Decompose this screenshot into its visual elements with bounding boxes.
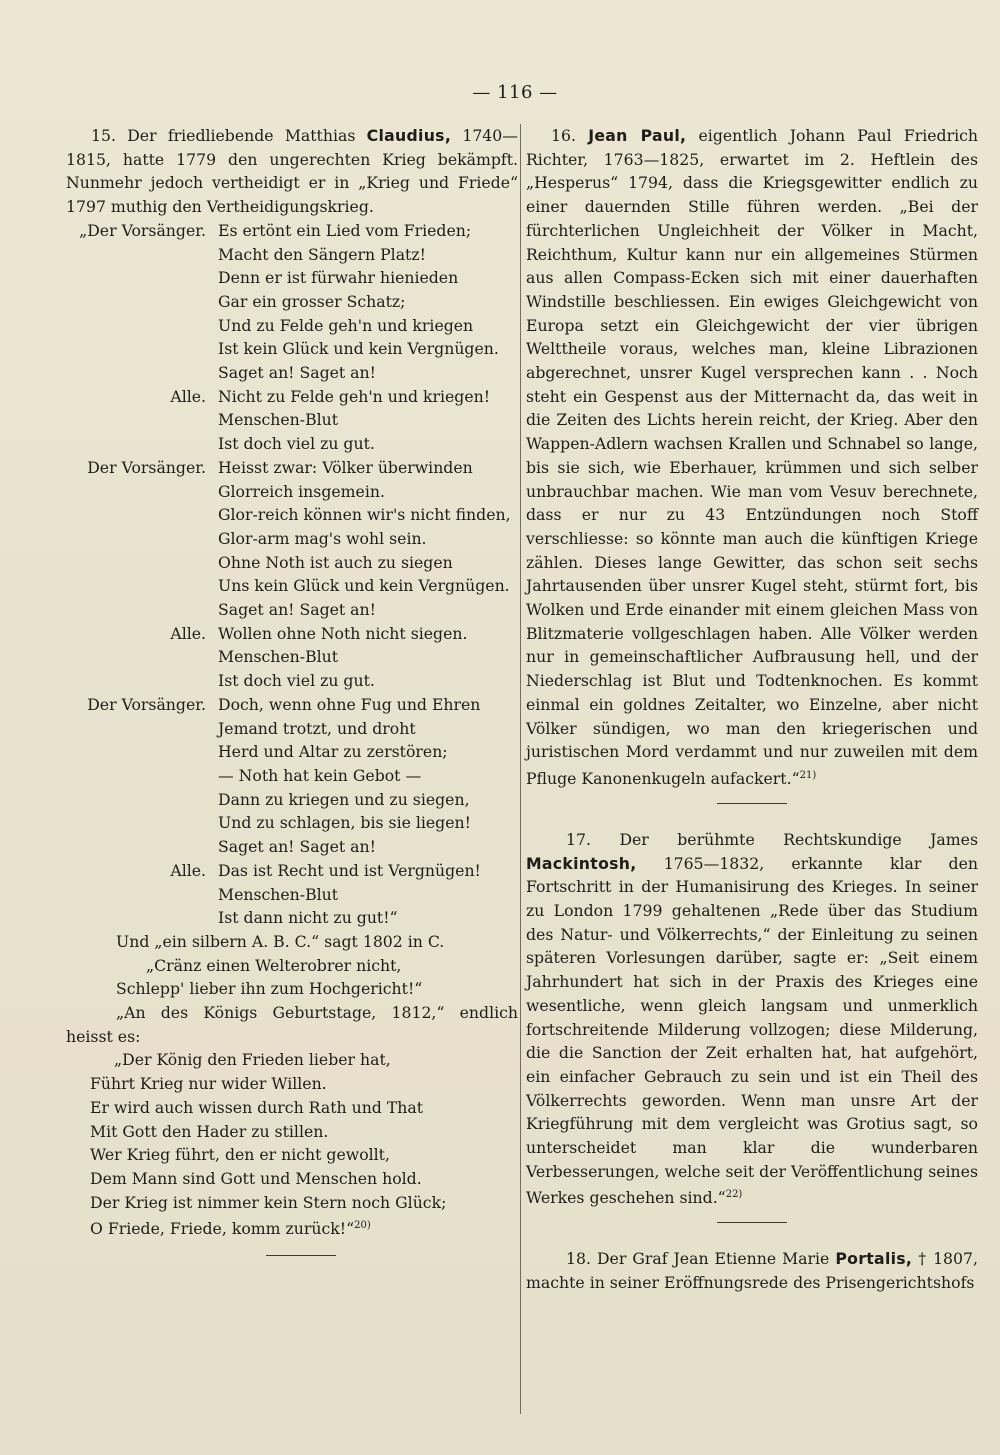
abc-verse (66, 954, 518, 1001)
verse-text: Wer Krieg führt, den er nicht gewollt, (90, 1145, 390, 1165)
page-number: — 116 — (472, 82, 558, 103)
verse-line (90, 1048, 518, 1072)
verse-line: Macht den Sängern Platz! (218, 244, 426, 264)
verse-line: Ist doch viel zu gut. (218, 434, 375, 454)
poem-row (66, 266, 518, 290)
section-rule (717, 1222, 787, 1223)
poem-row (66, 456, 518, 480)
verse-line (90, 1191, 518, 1215)
footnote-ref: 22) (725, 1189, 743, 1201)
claudius-poem (66, 219, 518, 930)
verse-line: Wollen ohne Noth nicht siegen. (218, 623, 468, 643)
verse-line: Und zu schlagen, bis sie liegen! (218, 813, 471, 833)
poem-row (66, 432, 518, 456)
poem-row (66, 788, 518, 812)
birthday-poem (66, 1048, 518, 1241)
verse-line: Und zu Felde geh'n und kriegen (218, 315, 474, 335)
poem-row (66, 693, 518, 717)
poem-row (66, 385, 518, 409)
paragraph-text: 1765—1832, erkannte klar den Fortschritt in der Humanisirung des Krieges. In seiner zu London 1799 gehaltenen „Rede über das Studium des Natur- und Völkerrechts,“ der Einleitung zu seinen späteren Vorlesungen darüber, sagte er: „Seit einem Jahrhundert hat sich in der Praxis des Krieges eine wesentliche, wenn gleich langsam und unmerklich fortschreitende Milderung vollzogen; diese Milderung, die die Sanction der Zeit erhalten hat, hat aufgehört, ein einfacher Gebrauch zu sein und ist ein Theil des Völkerrechts geworden. Wenn man unsre Art der Kriegführung mit dem vergleicht was Grotius sagt, so unterscheidet man klar die wunderbaren Verbesserungen, welche seit der Veröffentlichung seines Werkes geschehen sind.“ (526, 853, 978, 1208)
verse-text: Er wird auch wissen durch Rath und That (90, 1097, 424, 1117)
poem-row (66, 314, 518, 338)
column-divider (520, 124, 521, 1414)
verse-line: Nicht zu Felde geh'n und kriegen! (218, 386, 491, 406)
poem-row (66, 219, 518, 243)
verse-line: Ohne Noth ist auch zu siegen (218, 552, 453, 572)
verse-text: Dem Mann sind Gott und Menschen hold. (90, 1168, 422, 1188)
verse-line: Herd und Altar zu zerstören; (218, 742, 448, 762)
poem-row (66, 906, 518, 930)
verse-text: Der Krieg ist nimmer kein Stern noch Glück; (90, 1192, 447, 1212)
footnote-ref: 20) (354, 1220, 371, 1232)
verse-line: Das ist Recht und ist Vergnügen! (218, 860, 481, 880)
poem-row (66, 527, 518, 551)
poem-row (66, 503, 518, 527)
paragraph-17 (526, 828, 978, 1210)
poem-row (66, 859, 518, 883)
paragraph-text: † 1807, machte in seiner Eröffnungsrede des Prisengerichtshofs (526, 1249, 978, 1293)
geburtstag-line: „An des Königs Geburtstage, 1812,“ endlich heisst es: (66, 1003, 518, 1046)
paragraph-16 (526, 124, 978, 791)
poem-row (66, 740, 518, 764)
verse-text: Mit Gott den Hader zu stillen. (90, 1121, 329, 1141)
verse-line: Glor-reich können wir's nicht finden, (218, 505, 511, 525)
poem-row (66, 883, 518, 907)
poem-row (66, 645, 518, 669)
verse-line: Glorreich insgemein. (218, 481, 385, 501)
verse-line: Menschen-Blut (218, 410, 339, 430)
verse-line: Es ertönt ein Lied vom Frieden; (218, 220, 472, 240)
poem-row (66, 811, 518, 835)
verse-line: Menschen-Blut (218, 647, 339, 667)
paragraph-text: Der Graf Jean Etienne Marie (596, 1249, 830, 1269)
speaker-label: „Der Vorsänger. (79, 220, 206, 240)
verse-line (90, 1214, 518, 1241)
verse-line: Dann zu kriegen und zu siegen, (218, 789, 470, 809)
verse-line (90, 1167, 518, 1191)
paragraph-number: 18. (566, 1249, 591, 1269)
poem-row (66, 598, 518, 622)
verse-text: „Der König den Frieden lieber hat, (114, 1050, 391, 1070)
section-rule (266, 1255, 336, 1256)
speaker-label: Alle. (170, 386, 206, 406)
verse-line: Doch, wenn ohne Fug und Ehren (218, 694, 481, 714)
paragraph-15 (66, 124, 518, 219)
paragraph-18 (526, 1247, 978, 1294)
verse-text: O Friede, Friede, komm zurück!“ (90, 1219, 355, 1239)
paragraph-text: eigentlich Johann Paul Friedrich Richter, 1763—1825, erwartet im 2. Heftlein des „Hesperus“ 1794, dass die Kriegsgewitter endlich zu einer dauernden Stille führen werden. „Bei der fürchterlichen Ungleichheit der Völker in Macht, Reichthum, Kultur kann nur ein allgemeines Stürmen aus allen Compass-Ecken sich mit einer dauerhaften Windstille beschliessen. Ein ewiges Gleichgewicht von Europa setzt ein Gleichgewicht der vier übrigen Welttheile voraus, welches man, kleine Librazionen abgerechnet, unsrer Kugel versprechen kann . . Noch steht ein Gespenst aus der Mitternacht da, das weit in die Zeiten des Lichts herein reicht, der Krieg. Aber den Wappen-Adlern wachsen Krallen und Schnabel so lange, bis sie sich, wie Eberhauer, krümmen und sich selber unbrauchbar machen. Wie man vom Vesuv berechnete, dass er nur zu 43 Entzündungen noch Stoff verschliesse: so könnte man auch die künftigen Kriege zählen. Dieses lange Gewitter, das schon seit sechs Jahrtausenden über unsrer Kugel steht, stürmt fort, bis Wolken und Erde einander mit einem gleichen Mass von Blitzmaterie vollgeschlagen haben. Alle Völker werden nur in gemeinschaftlicher Aufbrausung hell, und der Niederschlag ist Blut und Todtenknochen. Es kommt einmal ein goldnes Zeitalter, wo Einzelne, aber nicht Völker sündigen, wo man den kriegerischen und juristischen Mord verdammt und nur zuweilen mit dem Pfluge Kanonenkugeln aufackert.“ (526, 126, 978, 789)
paragraph-text: Der berühmte Rechtskundige James (619, 829, 978, 849)
verse-line: Ist kein Glück und kein Vergnügen. (218, 339, 499, 359)
verse-text: Führt Krieg nur wider Willen. (90, 1074, 327, 1094)
paragraph-number: 15. (91, 126, 116, 145)
verse-line (90, 1120, 518, 1144)
footnote-ref: 21) (799, 769, 817, 781)
verse-line: — Noth hat kein Gebot — (218, 765, 422, 785)
author-name: Portalis, (835, 1249, 913, 1269)
abc-line: Und „ein silbern A. B. C.“ sagt 1802 in C. (116, 931, 445, 951)
verse-line: „Cränz einen Welterobrer nicht, (146, 955, 402, 975)
speaker-label: Der Vorsänger. (87, 457, 206, 477)
verse-line: Menschen-Blut (218, 884, 339, 904)
verse-line (90, 1072, 518, 1096)
poem-row (66, 835, 518, 859)
verse-line (90, 1096, 518, 1120)
verse-line: Gar ein grosser Schatz; (218, 291, 406, 311)
verse-line (90, 1143, 518, 1167)
poem-row (66, 764, 518, 788)
verse-line: Denn er ist fürwahr hienieden (218, 268, 459, 288)
poem-row (66, 361, 518, 385)
section-rule (717, 803, 787, 804)
verse-line: Saget an! Saget an! (218, 363, 376, 383)
poem-row (66, 408, 518, 432)
poem-row (66, 551, 518, 575)
poem-row (66, 337, 518, 361)
verse-line: Saget an! Saget an! (218, 600, 376, 620)
right-column (526, 124, 978, 1295)
author-name: Jean Paul, (588, 126, 687, 145)
paragraph-number: 17. (566, 829, 591, 849)
speaker-label: Der Vorsänger. (87, 694, 206, 714)
verse-line: Uns kein Glück und kein Vergnügen. (218, 576, 510, 596)
poem-row (66, 717, 518, 741)
speaker-label: Alle. (170, 623, 206, 643)
poem-row (66, 669, 518, 693)
verse-line: Saget an! Saget an! (218, 837, 376, 857)
author-name: Mackintosh, (526, 853, 637, 873)
poem-row (66, 243, 518, 267)
paragraph-text: Der friedliebende Matthias (127, 126, 356, 145)
poem-row (66, 622, 518, 646)
poem-row (66, 290, 518, 314)
verse-line: Jemand trotzt, und droht (218, 718, 416, 738)
verse-line: Schlepp' lieber ihn zum Hochgericht!“ (116, 979, 423, 999)
verse-line: Heisst zwar: Völker überwinden (218, 457, 473, 477)
left-column (66, 124, 518, 1267)
poem-row (66, 574, 518, 598)
paragraph-text: 1740—1815, hatte 1779 den ungerechten Krieg bekämpft. Nunmehr jedoch vertheidigt er in „Krieg und Friede“ 1797 muthig den Vertheidigungskrieg. (66, 126, 518, 217)
author-name: Claudius, (366, 126, 452, 145)
paragraph-number: 16. (551, 126, 576, 145)
verse-line: Glor-arm mag's wohl sein. (218, 528, 427, 548)
verse-line: Ist dann nicht zu gut!“ (218, 908, 398, 928)
verse-line: Ist doch viel zu gut. (218, 671, 375, 691)
speaker-label: Alle. (170, 860, 206, 880)
poem-row (66, 480, 518, 504)
